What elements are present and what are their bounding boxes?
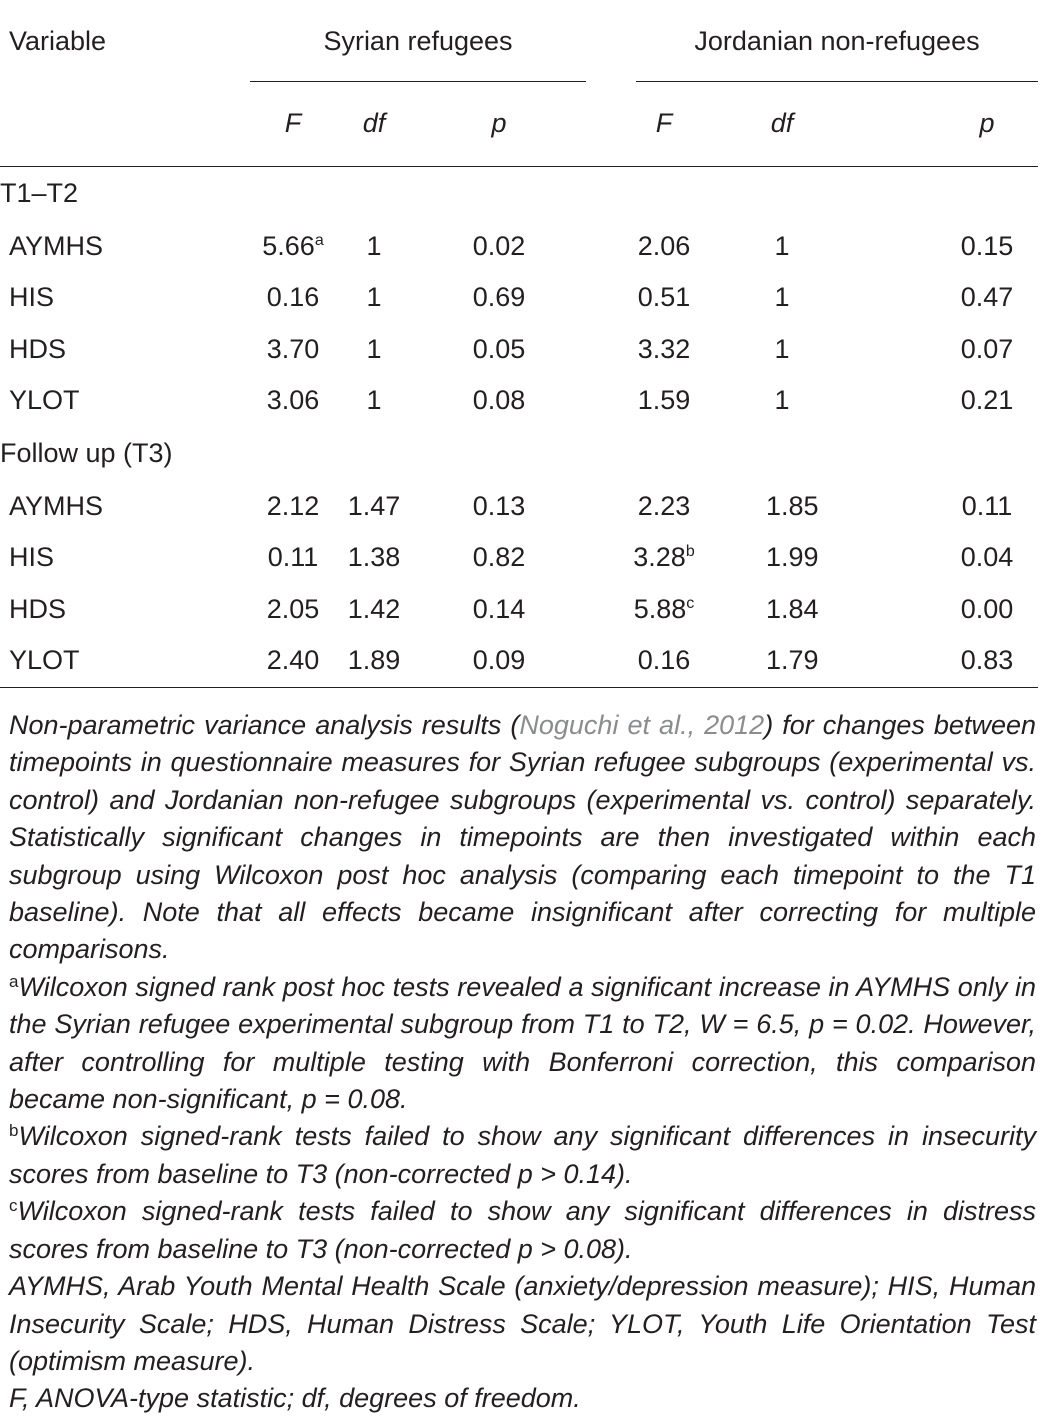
footnote-b-text: Wilcoxon signed-rank tests failed to show any significant differences in insecurity scores from baseline to T3 (non-corrected p > 0.14). xyxy=(9,1121,1036,1189)
cell-value: 0.16 xyxy=(266,282,320,313)
cell-value: 2.12 xyxy=(266,490,320,521)
col-header-f-jordanian: F xyxy=(586,82,698,166)
cell-f-syrian xyxy=(224,324,336,376)
cell-value: 0.02 xyxy=(472,230,526,261)
cell-df-jordanian xyxy=(698,221,798,273)
footnote-marker: a xyxy=(314,231,324,249)
cell-df-jordanian xyxy=(698,375,798,427)
cell-value: 0.69 xyxy=(472,282,526,313)
col-header-df-syrian: df xyxy=(336,82,436,166)
section-title: Follow up (T3) xyxy=(0,438,173,468)
footnote-marker: c xyxy=(686,594,695,612)
row-label: YLOT xyxy=(0,635,224,687)
cell-value: 1.84 xyxy=(766,593,819,624)
syrian-refugees-rule xyxy=(250,81,586,83)
footnote-marker: b xyxy=(685,543,695,561)
cell-df-jordanian xyxy=(698,635,819,687)
blank-header-cell xyxy=(0,82,224,166)
cell-f-jordanian xyxy=(586,481,698,533)
cell-value: 1.42 xyxy=(347,593,401,624)
col-header-p-syrian: p xyxy=(436,82,586,166)
cell-f-syrian xyxy=(224,221,336,273)
cell-value: 0.08 xyxy=(472,385,526,416)
cell-value: 0.00 xyxy=(960,593,1014,624)
cell-df-syrian xyxy=(336,532,436,584)
cell-value: 5.66 xyxy=(262,230,315,261)
cell-p-syrian xyxy=(436,272,586,324)
cell-p-syrian xyxy=(436,221,586,273)
cell-value: 1.79 xyxy=(766,645,819,676)
cell-value: 2.23 xyxy=(637,490,691,521)
cell-value: 1 xyxy=(366,282,382,313)
footnote-main-text-after: ) for changes between timepoints in questionnaire measures for Syrian refugee subgroups (experimental vs. control) and Jordanian non-refugee subgroups (experimental vs. control) separately. Statistically significant changes in timepoints are then investigated within each subgroup using Wilcoxon post hoc analysis (comparing each timepoint to the T1 baseline). Note that all effects became insignificant after correcting for multiple comparisons. xyxy=(9,710,1036,965)
table-row xyxy=(0,375,1038,427)
cell-value: 0.51 xyxy=(637,282,691,313)
table-row xyxy=(0,272,1038,324)
footnote-a-text: Wilcoxon signed rank post hoc tests revealed a significant increase in AYMHS only in the Syrian refugee experimental subgroup from T1 to T2, W = 6.5, p = 0.02. However, after controlling for multiple testing with Bonferroni correction, this comparison became non-significant, p = 0.08. xyxy=(9,971,1036,1115)
cell-value: 0.82 xyxy=(472,542,526,573)
cell-value: 0.21 xyxy=(960,385,1014,416)
cell-value: 0.13 xyxy=(472,490,526,521)
cell-p-jordanian xyxy=(798,324,1038,376)
cell-value: 1 xyxy=(366,230,382,261)
cell-p-syrian xyxy=(436,584,586,636)
footnote-main-text-before: Non-parametric variance analysis results ( xyxy=(9,710,520,740)
footnote-c xyxy=(9,1193,1036,1268)
cell-p-jordanian xyxy=(798,481,1038,533)
footnote-main xyxy=(9,707,1036,969)
section-row xyxy=(0,427,1038,481)
footnote-a-mark: a xyxy=(9,971,19,991)
cell-value: 1.85 xyxy=(766,490,819,521)
cell-f-syrian xyxy=(224,481,336,533)
cell-f-jordanian xyxy=(586,635,698,687)
cell-value: 1.59 xyxy=(637,385,691,416)
header-row-groups xyxy=(0,0,1038,82)
table-row xyxy=(0,221,1038,273)
cell-p-syrian xyxy=(436,324,586,376)
cell-value: 5.88 xyxy=(633,593,687,624)
cell-p-jordanian xyxy=(798,221,1038,273)
cell-value: 0.09 xyxy=(472,645,526,676)
cell-df-syrian xyxy=(336,324,436,376)
row-label: HDS xyxy=(9,333,67,364)
cell-value: 0.15 xyxy=(960,230,1014,261)
cell-f-jordanian xyxy=(586,375,698,427)
table-row xyxy=(0,532,1038,584)
header-row-columns xyxy=(0,82,1038,166)
cell-value: 0.47 xyxy=(960,282,1014,313)
cell-value: 3.28 xyxy=(633,542,686,573)
cell-value: 1 xyxy=(774,282,790,313)
syrian-refugees-header xyxy=(224,0,586,82)
footnote-c-mark: c xyxy=(9,1196,18,1216)
cell-df-syrian xyxy=(336,272,436,324)
col-header-f-syrian: F xyxy=(224,82,336,166)
cell-p-jordanian xyxy=(798,584,1038,636)
cell-df-jordanian xyxy=(698,272,798,324)
cell-value: 1 xyxy=(366,333,382,364)
cell-f-syrian xyxy=(224,272,336,324)
cell-value: 2.06 xyxy=(637,230,691,261)
cell-value: 1.89 xyxy=(347,645,401,676)
jordanian-header xyxy=(586,0,1038,82)
section-title: T1–T2 xyxy=(0,178,79,208)
variable-header: Variable xyxy=(9,25,107,56)
table-footnotes xyxy=(9,707,1036,1418)
cell-df-syrian xyxy=(336,375,436,427)
footnote-b-mark: b xyxy=(9,1121,19,1141)
cell-p-syrian xyxy=(436,635,586,687)
cell-f-jordanian xyxy=(586,272,698,324)
row-label: HDS xyxy=(9,593,67,624)
row-label: HIS xyxy=(9,542,55,573)
cell-value: 0.07 xyxy=(960,333,1014,364)
cell-p-jordanian xyxy=(798,635,1038,687)
cell-value: 0.11 xyxy=(267,542,319,573)
cell-p-syrian xyxy=(436,532,586,584)
table-row xyxy=(0,635,1038,687)
results-table xyxy=(0,0,1038,688)
cell-value: 1.47 xyxy=(347,490,401,521)
table-row xyxy=(0,481,1038,533)
syrian-refugees-title: Syrian refugees xyxy=(323,26,513,56)
cell-f-jordanian xyxy=(586,584,698,636)
cell-value: 0.83 xyxy=(960,645,1014,676)
footnote-c-text: Wilcoxon signed-rank tests failed to show any significant differences in distress scores from baseline to T3 (non-corrected p > 0.08). xyxy=(9,1196,1036,1264)
cell-value: 0.04 xyxy=(960,542,1014,573)
cell-f-jordanian xyxy=(586,532,698,584)
cell-df-jordanian xyxy=(698,584,819,636)
cell-value: 1.99 xyxy=(766,542,819,573)
table-row xyxy=(0,324,1038,376)
cell-df-syrian xyxy=(336,635,436,687)
jordanian-rule xyxy=(636,81,1038,83)
col-header-p-jordanian: p xyxy=(798,82,1038,166)
cell-value: 2.40 xyxy=(266,645,320,676)
cell-value: 1 xyxy=(366,385,382,416)
cell-value: 0.05 xyxy=(472,333,526,364)
cell-p-jordanian xyxy=(798,272,1038,324)
cell-value: 1.38 xyxy=(347,542,401,573)
section-row xyxy=(0,166,1038,221)
footnote-b xyxy=(9,1118,1036,1193)
row-label: HIS xyxy=(9,282,55,313)
cell-f-syrian xyxy=(224,635,336,687)
row-label: YLOT xyxy=(9,385,80,416)
cell-p-syrian xyxy=(436,375,586,427)
cell-value: 2.05 xyxy=(266,593,320,624)
jordanian-title: Jordanian non-refugees xyxy=(694,26,980,56)
cell-df-syrian xyxy=(336,584,436,636)
footnote-abbreviations: AYMHS, Arab Youth Mental Health Scale (anxiety/depression measure); HIS, Human Insecurity Scale; HDS, Human Distress Scale; YLOT, Youth Life Orientation Test (optimism measure). xyxy=(9,1271,1036,1376)
cell-value: 3.32 xyxy=(637,333,691,364)
cell-f-syrian xyxy=(224,375,336,427)
cell-value: 3.06 xyxy=(266,385,320,416)
cell-df-syrian xyxy=(336,481,436,533)
cell-value: 1 xyxy=(774,385,790,416)
cell-p-jordanian xyxy=(798,375,1038,427)
cell-p-syrian xyxy=(436,481,586,533)
cell-df-jordanian xyxy=(698,324,798,376)
cell-value: 1 xyxy=(774,230,790,261)
col-header-df-jordanian: df xyxy=(698,82,798,166)
cell-value: 1 xyxy=(774,333,790,364)
row-label: AYMHS xyxy=(9,230,104,261)
cell-df-syrian xyxy=(336,221,436,273)
row-label: AYMHS xyxy=(9,490,104,521)
cell-f-jordanian xyxy=(586,221,698,273)
footnote-a xyxy=(9,969,1036,1119)
cell-value: 0.11 xyxy=(961,490,1013,521)
footnote-stat-abbreviations: F, ANOVA-type statistic; df, degrees of freedom. xyxy=(9,1383,581,1414)
cell-f-syrian xyxy=(224,532,336,584)
cell-p-jordanian xyxy=(798,532,1038,584)
cell-f-jordanian xyxy=(586,324,698,376)
table-row xyxy=(0,584,1038,636)
cell-value: 0.16 xyxy=(637,645,691,676)
citation-link[interactable]: Noguchi et al., 2012 xyxy=(519,710,765,740)
cell-df-jordanian xyxy=(698,532,819,584)
cell-f-syrian xyxy=(224,584,336,636)
cell-value: 3.70 xyxy=(266,333,320,364)
cell-value: 0.14 xyxy=(472,593,526,624)
cell-df-jordanian xyxy=(698,481,819,533)
